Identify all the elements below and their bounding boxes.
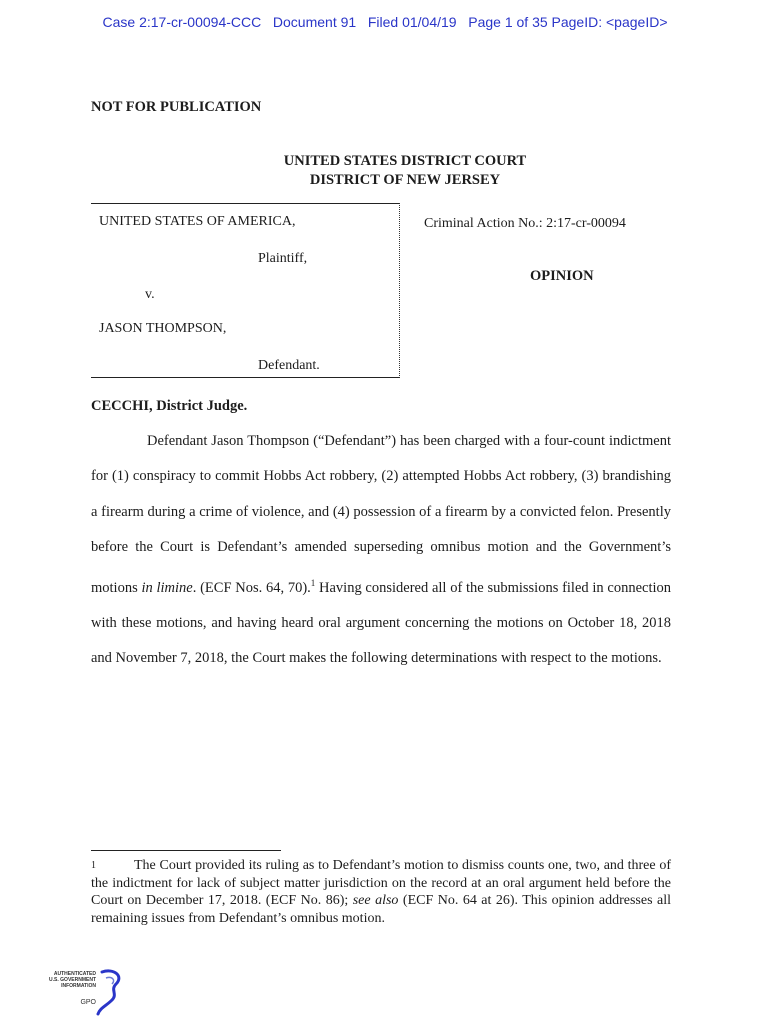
gpo-line-2: U.S. GOVERNMENT [49,977,96,983]
document-title: OPINION [530,268,594,284]
footnote-italic: see also [352,893,399,908]
caption-plaintiff-role: Plaintiff, [258,251,308,266]
footnote [91,857,671,927]
footnote-text-2: (ECF No. 64 at 26). This opinion addresses all remaining issues from Defendant’s omnibus motion. [91,893,671,926]
footnote-reference[interactable]: 1 [310,577,316,588]
caption-plaintiff: UNITED STATES OF AMERICA, [99,214,296,229]
court-name: UNITED STATES DISTRICT COURT [283,153,527,169]
case-number: Criminal Action No.: 2:17-cr-00094 [424,216,626,231]
gpo-line-4: GPO [80,999,96,1006]
paragraph-italic: in limine [141,579,193,596]
footnote-number: 1 [91,860,96,871]
footnote-text-1: The Court provided its ruling as to Defendant’s motion to dismiss counts one, two, and three of the indictment for lack of subject matter jurisdiction on the record at an oral argument held before the Court on December 17, 2018. (ECF No. 86); [91,858,671,908]
eagle-icon [96,968,126,1016]
caption-versus: v. [145,287,155,302]
court-district: DISTRICT OF NEW JERSEY [309,172,501,188]
footnote-divider [91,850,281,851]
paragraph-text-1: Defendant Jason Thompson (“Defendant”) has been charged with a four-count indictment for (1) conspiracy to commit Hobbs Act robbery, (2) attempted Hobbs Act robbery, (3) brandishing a firearm during a crime of violence, and (4) possession of a firearm by a convicted felon. Presently before the Court is Defendant’s amended superseding omnibus motion and the Government’s motions [91,433,671,596]
filing-header-stamp: Case 2:17-cr-00094-CCC Document 91 Filed 01/04/19 Page 1 of 35 PageID: <pageID> [102,14,668,30]
gpo-line-1: AUTHENTICATED [53,971,96,977]
judge-line: CECCHI, District Judge. [91,398,248,414]
paragraph-text-3: Having considered all of the submissions filed in connection with these motions, and having heard oral argument concerning the motions on October 18, 2018 and November 7, 2018, the Court makes the following determinations with respect to the motions. [91,579,672,667]
gpo-line-3: INFORMATION [61,983,96,989]
caption-defendant-role: Defendant. [258,358,320,373]
opinion-paragraph [91,424,671,677]
caption-defendant: JASON THOMPSON, [99,321,227,336]
paragraph-text-2: . (ECF Nos. 64, 70). [192,579,311,596]
publication-status: NOT FOR PUBLICATION [91,99,262,115]
gpo-authentication-seal [30,968,130,1018]
